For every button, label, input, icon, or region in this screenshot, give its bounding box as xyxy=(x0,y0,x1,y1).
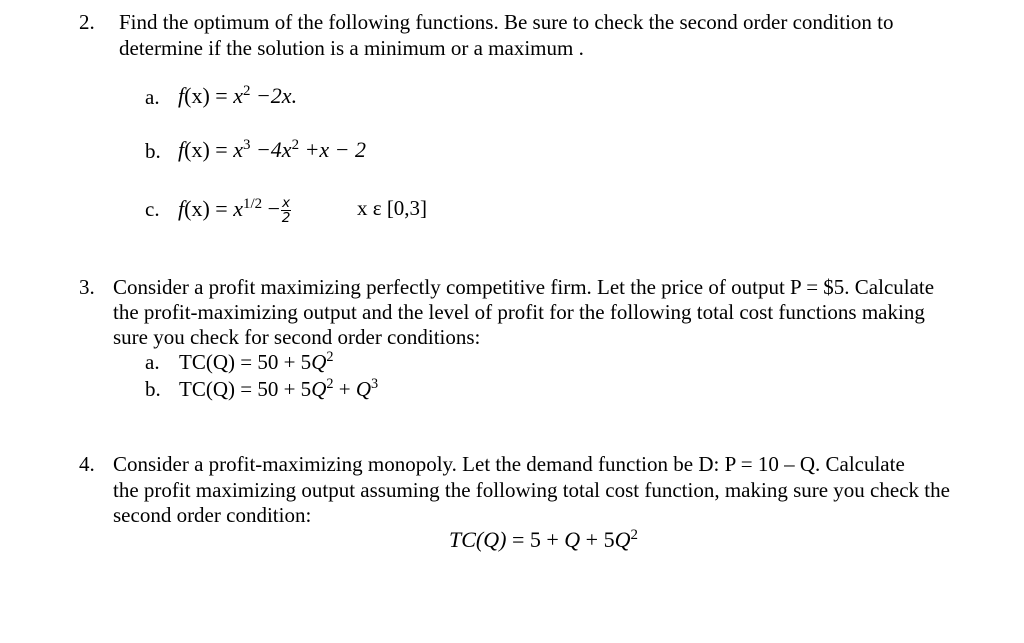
q2-c-equation: $f(x) = x^{1/2}$ − $\frac{x}{2}$ xyxy=(178,195,291,227)
q2-line-1: Find the optimum of the following functions. Be sure to check the second order condition to xyxy=(119,10,894,34)
q2-b-label: b. xyxy=(145,139,161,163)
q4-line-2: the profit maximizing output assuming the following total cost function, making sure you check the xyxy=(113,478,950,502)
q2-number: 2. xyxy=(79,10,95,34)
q3-line-3: sure you check for second order conditions: xyxy=(113,325,481,349)
q4-line-3: second order condition: xyxy=(113,503,312,527)
q3-b-label: b. xyxy=(145,377,161,401)
q2-c-domain: x ε [0,3] xyxy=(357,196,428,220)
q4-line-1: Consider a profit-maximizing monopoly. Let the demand function be D: P = 10 – Q. Calculate xyxy=(113,452,905,476)
q2-a-equation: $f(x) = x^2 -2x$. xyxy=(178,82,298,108)
q3-b-equation: $TC(Q) = 50 + 5Q^2 + Q^3$ xyxy=(179,376,379,401)
q4-cost-equation: $TC(Q) = 5 + Q + 5Q^2$ xyxy=(449,526,638,552)
q2-line-2: determine if the solution is a minimum or a maximum . xyxy=(119,36,584,60)
q4-number: 4. xyxy=(79,452,95,476)
q3-line-1: Consider a profit maximizing perfectly competitive firm. Let the price of output P = $5. Calculate xyxy=(113,275,935,299)
q3-a-equation: $TC(Q) = 50 + 5Q^2$ xyxy=(179,349,334,374)
q3-line-2: the profit-maximizing output and the level of profit for the following total cost functions making xyxy=(113,300,925,324)
q2-a-label: a. xyxy=(145,85,160,109)
q3-a-label: a. xyxy=(145,350,160,374)
q3-number: 3. xyxy=(79,275,95,299)
q2-c-label: c. xyxy=(145,197,160,221)
fraction-x-over-2: $\frac{x}{2}$ xyxy=(281,195,291,227)
q2-b-equation: $f(x) = x^3 -4x^2 +x - 2$ xyxy=(178,136,367,162)
